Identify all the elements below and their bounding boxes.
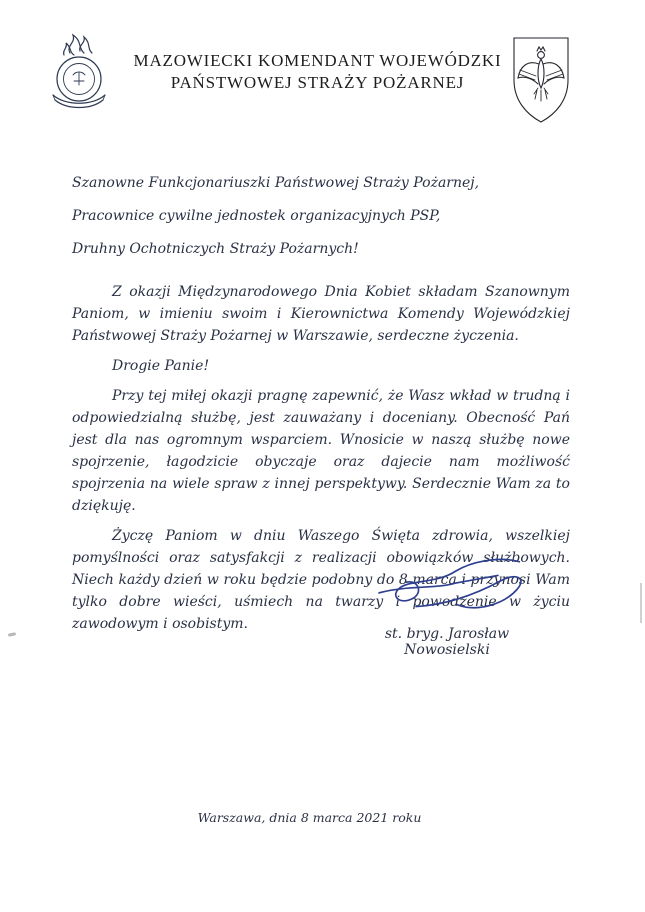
fire-brigade-badge-icon (42, 32, 116, 122)
salutation-line-2: Pracownice cywilne jednostek organizacyjnych PSP, (72, 208, 441, 224)
scan-artifact-right (640, 583, 642, 623)
salutation (72, 172, 570, 260)
letterhead (0, 30, 645, 142)
handwritten-signature (372, 552, 540, 628)
letterhead-title-line2: PAŃSTWOWEJ STRAŻY POŻARNEJ (170, 72, 465, 92)
letterhead-title-line1: MAZOWIECKI KOMENDANT WOJEWÓDZKI (133, 51, 502, 70)
letterhead-title (118, 50, 517, 93)
date-line: Warszawa, dnia 8 marca 2021 roku (197, 810, 422, 825)
mazovia-eagle-shield-icon (508, 34, 574, 126)
salutation-line-3: Druhny Ochotniczych Straży Pożarnych! (72, 241, 359, 257)
paragraph-wishes: Życzę Paniom w dniu Waszego Święta zdrowia, wszelkiej pomyślności oraz satysfakcji z realizacji obowiązków służbowych. Niech każdy dzień w roku będzie podobny do 8 marca i przynosi Wam tylko dobre wieści, uśmiech na twarzy i powodzenie w życiu zawodowym i osobistym. (72, 528, 570, 632)
signature-name: st. bryg. Jarosław Nowosielski (384, 626, 510, 658)
scan-artifact-left (8, 632, 16, 637)
paragraph-intro: Z okazji Międzynarodowego Dnia Kobiet składam Szanownym Paniom, w imieniu swoim i Kierownictwa Komendy Wojewódzkiej Państwowej Straży Pożarnej w Warszawie, serdeczne życzenia. (72, 284, 570, 344)
paragraph-thanks: Przy tej miłej okazji pragnę zapewnić, że Wasz wkład w trudną i odpowiedzialną służbę, jest zauważany i doceniany. Obecność Pań jest dla nas ogromnym wsparciem. Wnosicie w naszą służbę nowe spojrzenie, łagodzicie obyczaje oraz dajecie nam możliwość spojrzenia na wiele spraw z innej perspektywy. Serdecznie Wam za to dziękuję. (72, 388, 570, 514)
paragraph-greeting: Drogie Panie! (112, 358, 210, 374)
salutation-line-1: Szanowne Funkcjonariuszki Państwowej Straży Pożarnej, (72, 175, 480, 191)
